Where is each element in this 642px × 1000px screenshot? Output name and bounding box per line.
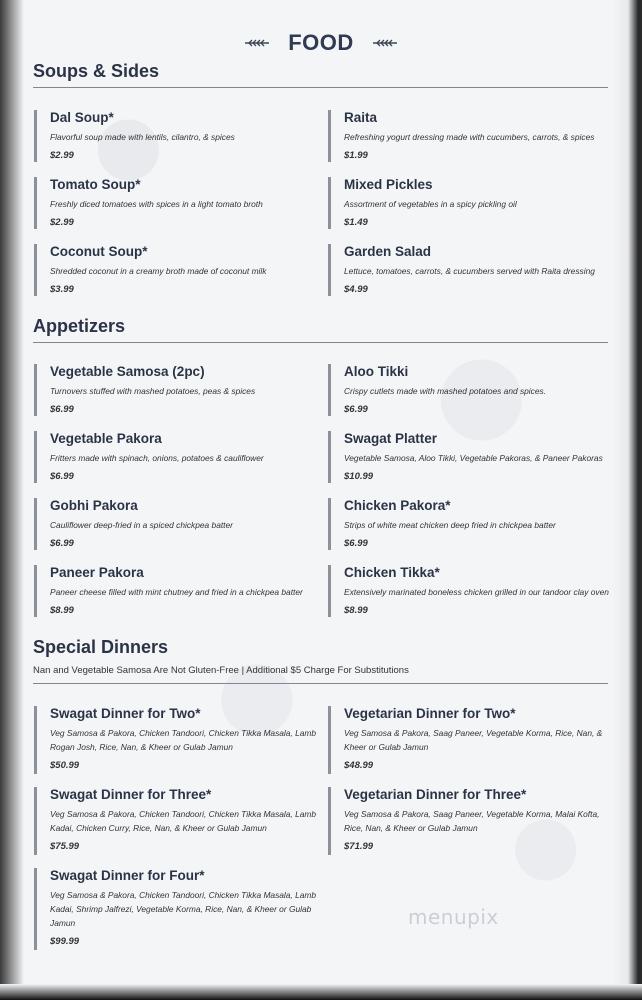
- item-price: $71.99: [344, 841, 374, 852]
- section-divider: [33, 87, 608, 88]
- item-name: Swagat Dinner for Four*: [50, 868, 205, 883]
- menu-item-swagat-dinner-two: [50, 706, 320, 771]
- item-name: Swagat Dinner for Three*: [50, 787, 212, 802]
- item-price: $3.99: [50, 284, 74, 295]
- item-name: Mixed Pickles: [344, 177, 433, 192]
- menu-item-raita: [344, 110, 614, 161]
- item-price: $8.99: [344, 605, 368, 616]
- item-name: Coconut Soup*: [50, 244, 148, 259]
- item-accent-bar: [328, 244, 331, 296]
- item-accent-bar: [328, 706, 331, 774]
- item-description: Cauliflower deep-fried in a spiced chickpea batter: [50, 520, 233, 530]
- item-description: Fritters made with spinach, onions, potatoes & cauliflower: [50, 453, 264, 463]
- item-description: Strips of white meat chicken deep fried in chickpea batter: [344, 520, 556, 530]
- item-description: Freshly diced tomatoes with spices in a light tomato broth: [50, 199, 263, 209]
- item-description: Crispy cutlets made with mashed potatoes and spices.: [344, 386, 547, 396]
- item-accent-bar: [34, 787, 37, 855]
- menu-item-tomato-soup: [50, 177, 320, 228]
- item-price: $75.99: [50, 841, 80, 852]
- item-price: $1.49: [344, 217, 368, 228]
- item-accent-bar: [34, 431, 37, 483]
- menu-item-vegetarian-dinner-two: [344, 706, 614, 771]
- item-price: $10.99: [344, 471, 374, 482]
- item-name: Chicken Tikka*: [344, 565, 440, 580]
- item-name: Tomato Soup*: [50, 177, 141, 192]
- item-accent-bar: [34, 868, 37, 950]
- menu-item-vegetable-samosa: [50, 364, 320, 415]
- menu-item-vegetable-pakora: [50, 431, 320, 482]
- menu-item-swagat-dinner-four: [50, 868, 320, 947]
- item-accent-bar: [328, 364, 331, 416]
- item-description: Refreshing yogurt dressing made with cucumbers, carrots, & spices: [344, 132, 595, 142]
- menu-item-paneer-pakora: [50, 565, 320, 616]
- item-accent-bar: [34, 244, 37, 296]
- menu-header: [0, 30, 642, 56]
- item-description: Veg Samosa & Pakora, Chicken Tandoori, Chicken Tikka Masala, Lamb Kadai, Chicken Curry, Rice, Nan, & Kheer or Gulab Jamun: [50, 809, 317, 833]
- item-name: Vegetarian Dinner for Three*: [344, 787, 527, 802]
- item-description: Veg Samosa & Pakora, Saag Paneer, Vegetable Korma, Malai Kofta, Rice, Nan, & Kheer or Gulab Jamun: [344, 809, 600, 833]
- item-price: $6.99: [50, 404, 74, 415]
- menu-item-mixed-pickles: [344, 177, 614, 228]
- item-name: Swagat Dinner for Two*: [50, 706, 201, 721]
- menu-item-gobhi-pakora: [50, 498, 320, 549]
- item-name: Dal Soup*: [50, 110, 114, 125]
- menu-item-chicken-tikka: [344, 565, 614, 616]
- item-accent-bar: [34, 498, 37, 550]
- item-description: Extensively marinated boneless chicken grilled in our tandoor clay oven: [344, 587, 609, 597]
- menu-item-chicken-pakora: [344, 498, 614, 549]
- page-shadow-bottom: [0, 984, 642, 1000]
- item-description: Veg Samosa & Pakora, Saag Paneer, Vegetable Korma, Rice, Nan, & Kheer or Gulab Jamun: [344, 728, 603, 752]
- item-price: $50.99: [50, 760, 80, 771]
- menu-item-garden-salad: [344, 244, 614, 295]
- item-description: Veg Samosa & Pakora, Chicken Tandoori, Chicken Tikka Masala, Lamb Kadai, Shrimp Jalfrezi, Vegetable Korma, Rice, Nan, & Kheer or Gulab Jamun: [50, 890, 317, 928]
- item-name: Gobhi Pakora: [50, 498, 138, 513]
- item-price: $8.99: [50, 605, 74, 616]
- item-accent-bar: [328, 565, 331, 617]
- item-accent-bar: [34, 110, 37, 162]
- section-title-special-dinners: Special Dinners: [33, 637, 169, 657]
- menu-item-swagat-dinner-three: [50, 787, 320, 852]
- section-title-soups-sides: Soups & Sides: [33, 61, 160, 81]
- menu-item-dal-soup: [50, 110, 320, 161]
- item-price: $6.99: [50, 538, 74, 549]
- item-accent-bar: [328, 787, 331, 855]
- menupix-watermark: menupix: [408, 905, 499, 929]
- menu-item-swagat-platter: [344, 431, 614, 482]
- item-description: Lettuce, tomatoes, carrots, & cucumbers served with Raita dressing: [344, 266, 595, 276]
- item-description: Vegetable Samosa, Aloo Tikki, Vegetable Pakoras, & Paneer Pakoras: [344, 453, 603, 463]
- item-description: Turnovers stuffed with mashed potatoes, peas & spices: [50, 386, 256, 396]
- wheat-ornament-right-icon: [372, 38, 398, 48]
- item-name: Vegetable Samosa (2pc): [50, 364, 205, 379]
- item-name: Raita: [344, 110, 378, 125]
- item-description: Veg Samosa & Pakora, Chicken Tandoori, Chicken Tikka Masala, Lamb Rogan Josh, Rice, Nan, & Kheer or Gulab Jamun: [50, 728, 317, 752]
- item-name: Garden Salad: [344, 244, 432, 259]
- item-name: Vegetable Pakora: [50, 431, 162, 446]
- item-description: Shredded coconut in a creamy broth made of coconut milk: [50, 266, 267, 276]
- item-accent-bar: [34, 565, 37, 617]
- item-accent-bar: [34, 177, 37, 229]
- section-divider: [33, 683, 608, 684]
- item-accent-bar: [328, 110, 331, 162]
- item-price: $6.99: [50, 471, 74, 482]
- item-name: Swagat Platter: [344, 431, 438, 446]
- item-description: Assortment of vegetables in a spicy pickling oil: [344, 199, 517, 209]
- item-price: $99.99: [50, 936, 80, 947]
- dinners-note: Nan and Vegetable Samosa Are Not Gluten-Free | Additional $5 Charge For Substitutions: [33, 665, 409, 676]
- section-divider: [33, 342, 608, 343]
- item-name: Paneer Pakora: [50, 565, 144, 580]
- item-price: $4.99: [344, 284, 368, 295]
- wheat-ornament-left-icon: [244, 38, 270, 48]
- item-price: $48.99: [344, 760, 374, 771]
- item-name: Chicken Pakora*: [344, 498, 451, 513]
- item-price: $2.99: [50, 150, 74, 161]
- menu-item-aloo-tikki: [344, 364, 614, 415]
- page-shadow-right: [612, 0, 642, 1000]
- menu-item-vegetarian-dinner-three: [344, 787, 614, 852]
- item-description: Flavorful soup made with lentils, cilantro, & spices: [50, 132, 235, 142]
- item-accent-bar: [328, 431, 331, 483]
- item-price: $6.99: [344, 538, 368, 549]
- item-name: Aloo Tikki: [344, 364, 409, 379]
- item-accent-bar: [328, 498, 331, 550]
- item-accent-bar: [34, 706, 37, 774]
- page-title: FOOD: [288, 30, 354, 55]
- menu-item-coconut-soup: [50, 244, 320, 295]
- item-price: $2.99: [50, 217, 74, 228]
- item-accent-bar: [328, 177, 331, 229]
- item-price: $6.99: [344, 404, 368, 415]
- item-name: Vegetarian Dinner for Two*: [344, 706, 516, 721]
- item-description: Paneer cheese filled with mint chutney and fried in a chickpea batter: [50, 587, 303, 597]
- item-price: $1.99: [344, 150, 368, 161]
- section-title-appetizers: Appetizers: [33, 316, 126, 336]
- page-shadow-left: [0, 0, 24, 1000]
- item-accent-bar: [34, 364, 37, 416]
